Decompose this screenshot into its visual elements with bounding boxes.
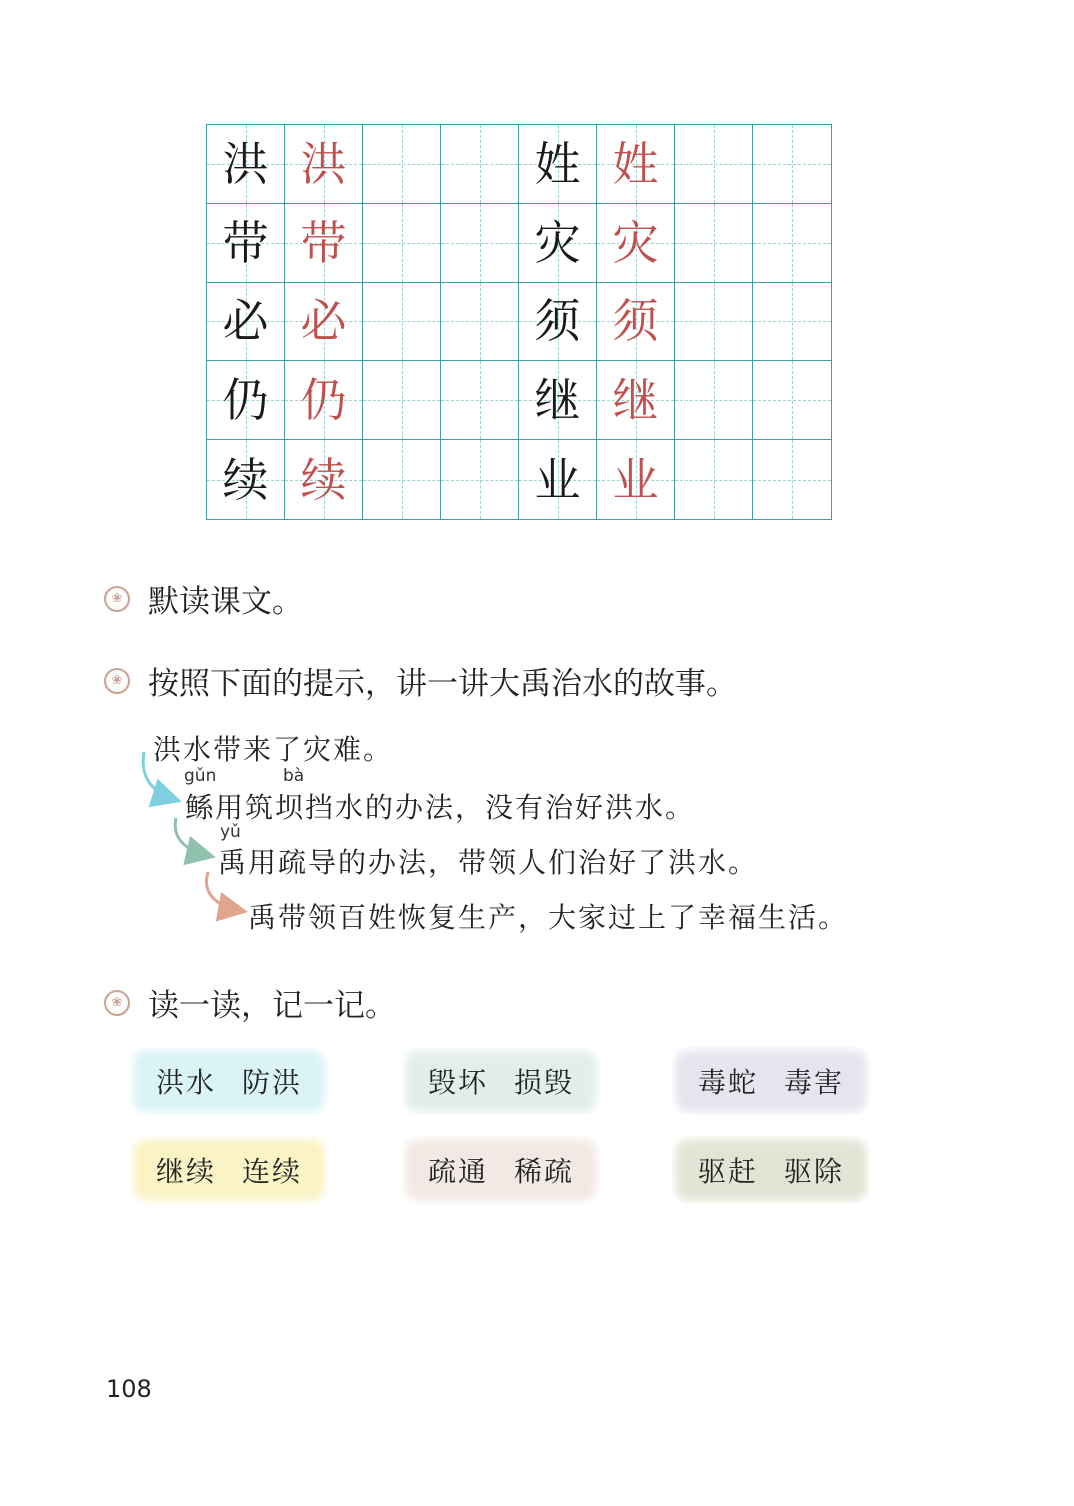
word: 疏通 — [427, 1155, 488, 1188]
word: 损毁 — [513, 1066, 574, 1099]
grid-char-trace: 洪 — [285, 125, 363, 204]
grid-char-model: 仍 — [207, 361, 285, 440]
task-read-remember — [104, 980, 396, 1025]
word: 毒蛇 — [697, 1066, 758, 1099]
page-number: 108 — [106, 1375, 152, 1403]
grid-char-model: 洪 — [207, 125, 285, 204]
grid-char-model: 姓 — [519, 125, 597, 204]
story-line-2: 鲧用筑坝挡水的办法，没有治好洪水。 — [185, 791, 696, 824]
grid-char-trace: 灾 — [597, 204, 675, 283]
word-chip — [130, 1136, 328, 1204]
word: 毒害 — [783, 1066, 844, 1099]
task-text: 默读课文。 — [148, 584, 303, 620]
grid-char-trace: 姓 — [597, 125, 675, 204]
grid-char-model: 带 — [207, 204, 285, 283]
grid-char-model: 须 — [519, 283, 597, 362]
task-badge-icon: ❀ — [104, 586, 130, 612]
word: 继续 — [155, 1155, 216, 1188]
task-badge-icon: ❀ — [104, 990, 130, 1016]
pinyin-ba: bà — [283, 766, 305, 786]
pinyin-gun: gǔn — [184, 766, 217, 786]
word-chip — [672, 1047, 870, 1115]
task-text: 按照下面的提示，讲一讲大禹治水的故事。 — [148, 666, 737, 702]
grid-char-model: 必 — [207, 283, 285, 362]
word: 防洪 — [241, 1066, 302, 1099]
grid-char-model: 继 — [519, 361, 597, 440]
word: 稀疏 — [513, 1155, 574, 1188]
word-chip — [130, 1047, 328, 1115]
grid-char-trace: 必 — [285, 283, 363, 362]
word: 连续 — [241, 1155, 302, 1188]
story-line-4: 禹带领百姓恢复生产，大家过上了幸福生活。 — [248, 901, 849, 934]
word-chip — [402, 1047, 600, 1115]
task-badge-icon: ❀ — [104, 668, 130, 694]
word: 驱除 — [783, 1155, 844, 1188]
word: 洪水 — [155, 1066, 216, 1099]
word-chip — [402, 1136, 600, 1204]
task-text: 读一读，记一记。 — [148, 988, 396, 1024]
grid-char-trace: 须 — [597, 283, 675, 362]
grid-char-model: 续 — [207, 440, 285, 519]
grid-char-model: 业 — [519, 440, 597, 519]
grid-char-model: 灾 — [519, 204, 597, 283]
story-line-1: 洪水带来了灾难。 — [153, 733, 394, 766]
grid-char-trace: 带 — [285, 204, 363, 283]
word-chip — [672, 1136, 870, 1204]
story-line-3: 禹用疏导的办法，带领人们治好了洪水。 — [218, 846, 759, 879]
word: 毁坏 — [427, 1066, 488, 1099]
pinyin-yu: yǔ — [220, 822, 241, 842]
grid-char-trace: 业 — [597, 440, 675, 519]
word: 驱赶 — [697, 1155, 758, 1188]
grid-char-trace: 继 — [597, 361, 675, 440]
grid-char-trace: 续 — [285, 440, 363, 519]
grid-char-trace: 仍 — [285, 361, 363, 440]
